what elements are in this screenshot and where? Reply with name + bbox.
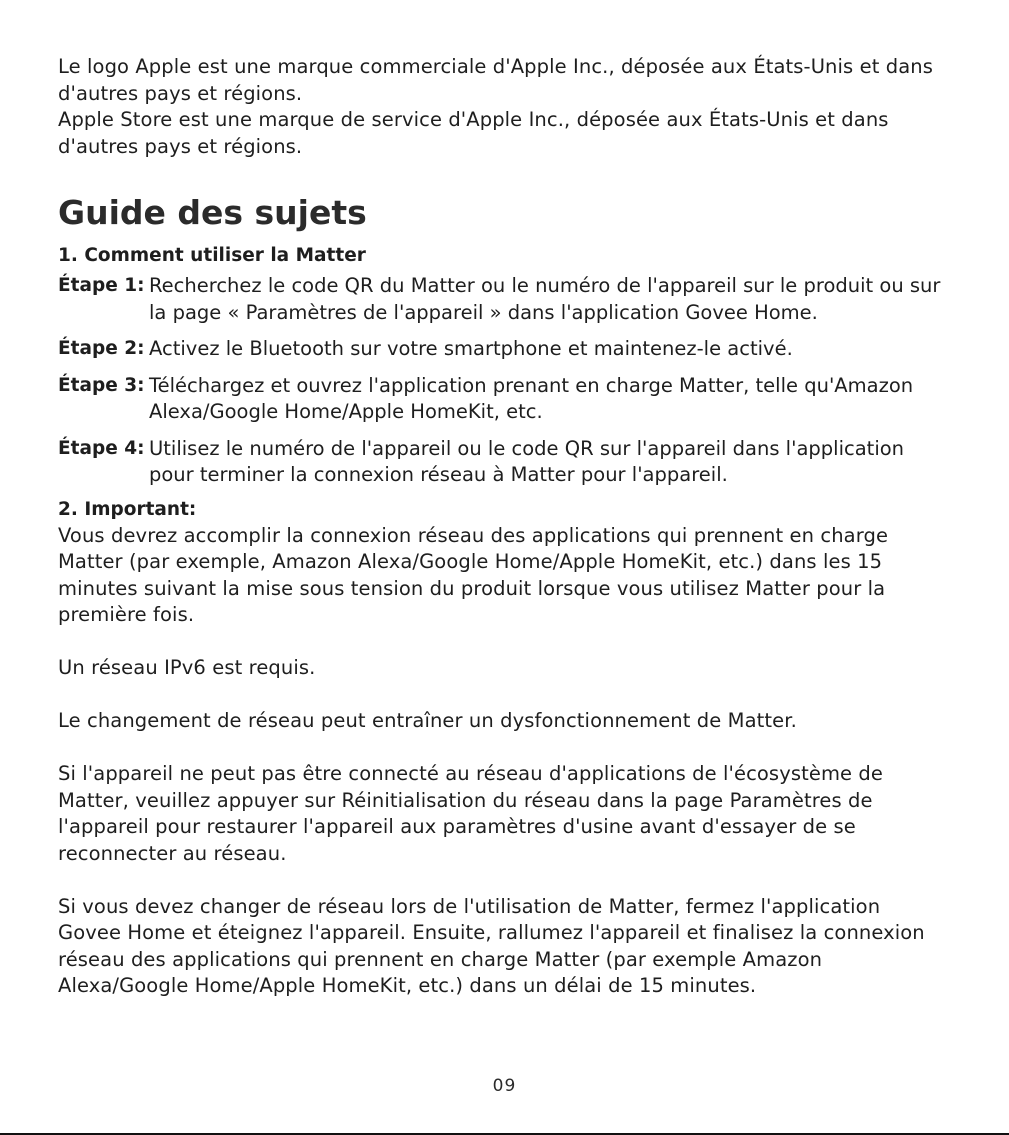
- trademark-apple-logo: Le logo Apple est une marque commerciale d'Apple Inc., déposée aux États-Unis et dans d'autres pays et régions.: [58, 55, 933, 105]
- important-paragraph: Vous devrez accomplir la connexion réseau des applications qui prennent en charge Matter (par exemple, Amazon Alexa/Google Home/Apple HomeKit, etc.) dans les 15 minutes suivant la mise sous tension du produit lorsque vous utilisez Matter pour la première fois.: [58, 523, 889, 626]
- important-paragraph: Si l'appareil ne peut pas être connecté au réseau d'applications de l'écosystème de Matter, veuillez appuyer sur Réinitialisation du réseau dans la page Paramètres de l'appareil pour restaurer l'appareil aux paramètres d'usine avant d'essayer de se reconnecter au réseau.: [58, 762, 884, 865]
- page-title: Guide des sujets: [58, 193, 367, 232]
- trademark-notice: [58, 54, 948, 160]
- step-text: Recherchez le code QR du Matter ou le numéro de l'appareil sur le produit ou sur la page « Paramètres de l'appareil » dans l'application Govee Home.: [149, 274, 941, 324]
- step-label: Étape 1:: [58, 275, 145, 296]
- page-content: [58, 54, 948, 1000]
- important-paragraph: Un réseau IPv6 est requis.: [58, 656, 316, 679]
- step-label: Étape 2:: [58, 338, 145, 359]
- step-3: [58, 373, 948, 426]
- important-paragraph: Si vous devez changer de réseau lors de l'utilisation de Matter, fermez l'application Govee Home et éteignez l'appareil. Ensuite, rallumez l'appareil et finalisez la connexion réseau des applications qui prennent en charge Matter (par exemple Amazon Alexa/Google Home/Apple HomeKit, etc.) dans un délai de 15 minutes.: [58, 894, 925, 997]
- trademark-apple-store: Apple Store est une marque de service d'Apple Inc., déposée aux États-Unis et dans d'autres pays et régions.: [58, 108, 889, 158]
- step-1: [58, 273, 948, 326]
- step-text: Téléchargez et ouvrez l'application prenant en charge Matter, telle qu'Amazon Alexa/Google Home/Apple HomeKit, etc.: [149, 373, 914, 423]
- important-paragraph: Le changement de réseau peut entraîner un dysfonctionnement de Matter.: [58, 709, 797, 732]
- step-4: [58, 436, 948, 489]
- step-2: [58, 336, 948, 363]
- section-heading-important: 2. Important:: [58, 498, 197, 520]
- step-label: Étape 4:: [58, 437, 145, 459]
- step-text: Utilisez le numéro de l'appareil ou le code QR sur l'appareil dans l'application pour terminer la connexion réseau à Matter pour l'appareil.: [149, 436, 905, 486]
- step-label: Étape 3:: [58, 374, 145, 396]
- steps-list: [58, 273, 948, 489]
- section-heading-how-to-use: 1. Comment utiliser la Matter: [58, 245, 366, 266]
- page-number: 09: [492, 1076, 517, 1096]
- step-text: Activez le Bluetooth sur votre smartphone et maintenez-le activé.: [149, 337, 793, 360]
